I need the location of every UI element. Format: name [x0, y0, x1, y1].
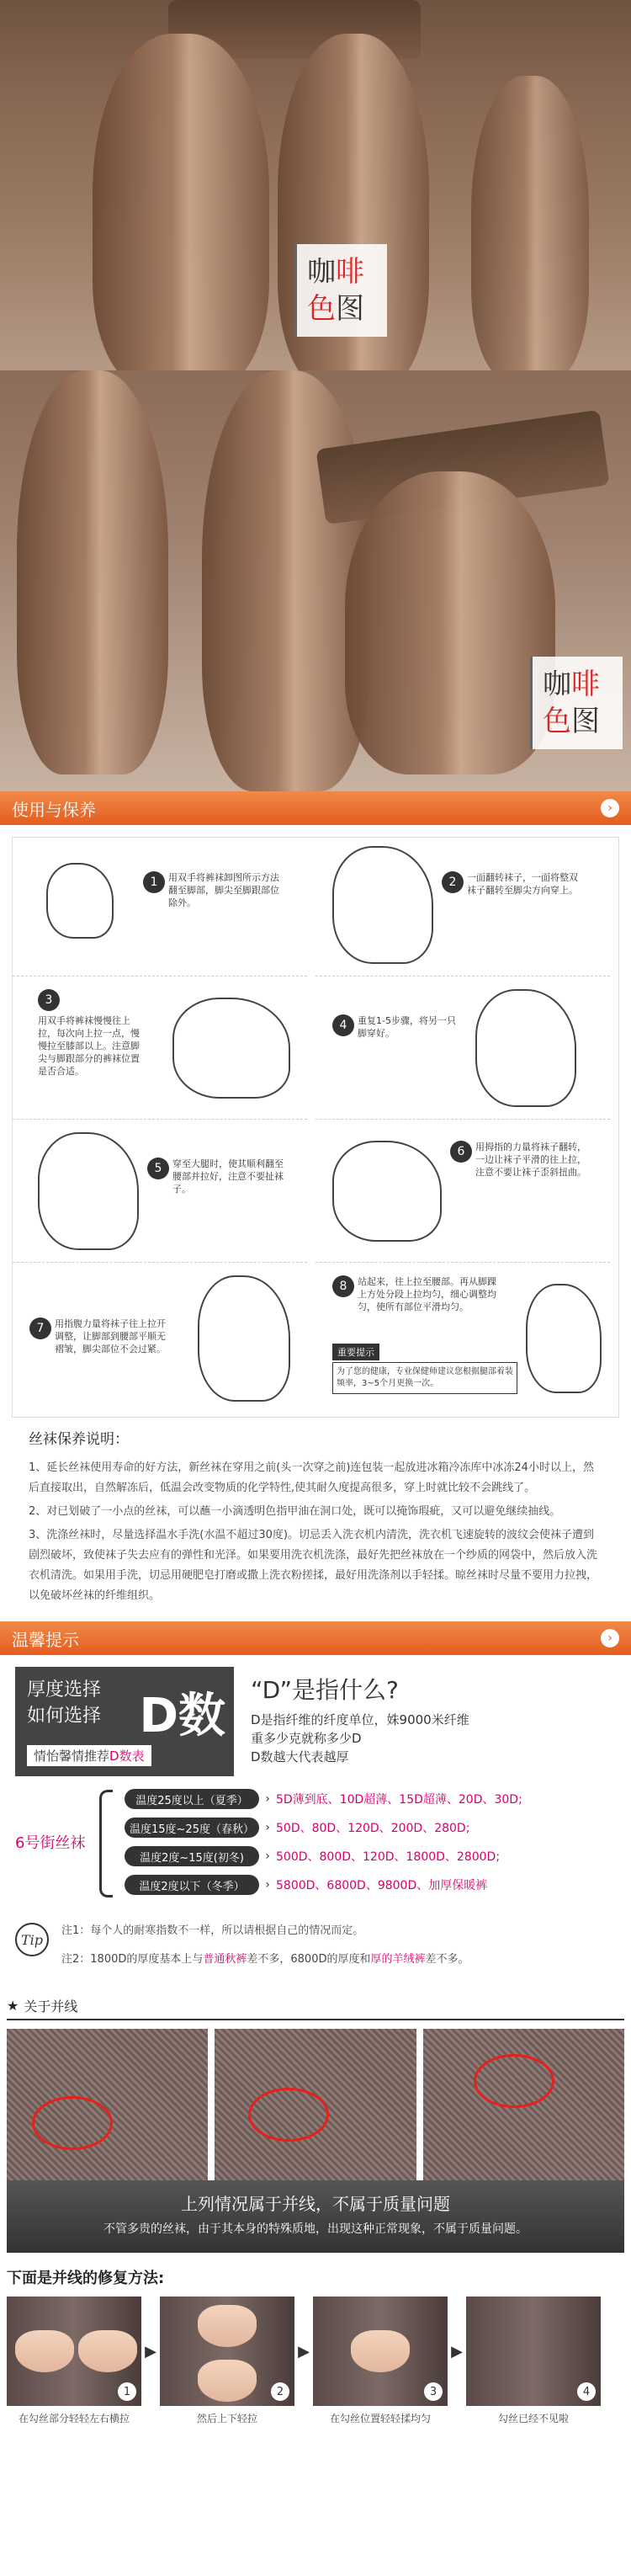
d-number-table	[15, 1785, 616, 1903]
tights-leg	[17, 370, 168, 774]
repair-photo	[7, 2297, 141, 2406]
brand-name: 6号街丝袜	[15, 1834, 86, 1852]
step-number: 2	[271, 2382, 289, 2401]
guide-step	[316, 1267, 610, 1406]
step-text: 用双手将裤袜慢慢往上拉，每次向上拉一点，慢慢拉至膝部以上。注意脚尖与脚跟部分的裤袜位置是否合适。	[38, 1015, 140, 1077]
badge-line: 如何选择	[27, 1706, 102, 1727]
arrow-right-icon: ›	[265, 1792, 270, 1806]
quality-headline: 上列情况属于并线，不属于质量问题	[181, 2194, 450, 2214]
chevron-right-icon: ›	[601, 1629, 619, 1647]
arrow-right-icon: ▶	[298, 2342, 310, 2360]
leg-sketch-icon	[475, 989, 576, 1107]
temperature-pill: 温度2度以下（冬季）	[125, 1875, 259, 1895]
chevron-right-icon: ›	[601, 799, 619, 817]
guide-step	[13, 1124, 307, 1263]
repair-photo	[160, 2297, 294, 2406]
fabric-closeup	[423, 2029, 624, 2180]
care-note: 2、对已划破了一小点的丝袜，可以蘸一小滴透明色指甲油在洞口处，既可以掩饰瑕疵，又可以避免继续抽线。	[29, 1505, 561, 1518]
hand-sketch-icon	[46, 863, 114, 939]
quality-notice	[7, 2180, 624, 2253]
d-values: 50D、80D、120D、200D、280D;	[276, 1822, 470, 1835]
fabric-closeup	[7, 2029, 208, 2180]
step-number: 3	[38, 989, 60, 1011]
d-values: 500D、800D、120D、1800D、2800D;	[276, 1850, 501, 1864]
step-number: 4	[577, 2382, 596, 2401]
repair-step	[313, 2297, 448, 2425]
highlight-circle	[248, 2088, 329, 2142]
guide-step	[316, 981, 610, 1120]
leg-sketch-icon	[526, 1284, 602, 1393]
d-answer: D是指纤维的纤度单位，姝9000米纤维	[251, 1712, 469, 1727]
step-number: 1	[143, 871, 165, 893]
repair-step	[160, 2297, 294, 2425]
highlight-circle	[32, 2096, 113, 2150]
d-number-badge	[15, 1667, 234, 1776]
important-tip	[332, 1343, 517, 1394]
fabric-closeup	[215, 2029, 416, 2180]
table-row	[125, 1788, 522, 1810]
hand-sketch-icon	[172, 998, 290, 1099]
table-row	[125, 1845, 500, 1867]
guide-step	[316, 838, 610, 977]
arrow-right-icon: ›	[265, 1878, 270, 1892]
d-number-definition	[234, 1667, 616, 1776]
d-values: 5800D、6800D、9800D、加厚保暖裤	[276, 1879, 488, 1892]
d-question: “D”是指什么?	[251, 1676, 399, 1704]
leg-sketch-icon	[332, 846, 433, 964]
repair-caption: 勾丝已经不见啦	[497, 2413, 569, 2424]
d-number-explainer	[15, 1667, 616, 1776]
quality-detail: 不管多贵的丝袜，由于其本身的特殊质地，出现这种正常现象，不属于质量问题。	[103, 2222, 528, 2236]
footnotes	[15, 1914, 616, 1982]
table-row	[125, 1817, 469, 1839]
step-number: 3	[424, 2382, 443, 2401]
step-text: 站起来，往上拉至腰部。再从脚踝上方处分段上拉均匀，细心调整均匀，使所有部位平滑均匀。	[358, 1276, 496, 1312]
step-number: 6	[450, 1141, 472, 1163]
product-photo-side	[0, 370, 631, 791]
brace-icon	[99, 1790, 113, 1897]
care-note: 3、洗涤丝袜时，尽量选择温水手洗(水温不超过30度)。切忌丢入洗衣机内清洗，洗衣机飞速旋转的波纹会使袜子遭到剧烈破坏，致使袜子失去应有的弹性和光泽。如果要用洗衣机洗涤，最好先把丝袜放在一个纱质的网袋中，然后放入洗衣机清洗。如果用手洗，切忌用硬肥皂打磨或撒上洗衣粉搓揉，最好用洗涤剂以手轻揉。晾丝袜时尽量不要用力拉拽，以免破坏丝袜的纤维组织。	[29, 1529, 598, 1602]
step-text: 穿至大腿时，使其顺利翻至腰部并拉好，注意不要扯袜子。	[172, 1158, 284, 1195]
step-number: 1	[118, 2382, 136, 2401]
badge-sub: 情怡馨情推荐D数表	[27, 1745, 151, 1766]
repair-title: 下面是并线的修复方法:	[7, 2270, 165, 2287]
repair-caption: 在勾丝位置轻轻揉均匀	[329, 2413, 431, 2424]
arrow-right-icon: ▶	[145, 2342, 156, 2360]
repair-step	[466, 2297, 601, 2425]
arrow-right-icon: ▶	[451, 2342, 463, 2360]
repair-steps	[7, 2297, 624, 2431]
tights-leg	[471, 76, 589, 370]
color-label: 咖啡 色图	[530, 657, 623, 749]
repair-photo	[313, 2297, 448, 2406]
leg-sketch-icon	[38, 1132, 139, 1250]
step-number: 4	[332, 1014, 354, 1036]
about-title: 关于并线	[24, 1998, 78, 2014]
temperature-pill: 温度15度~25度（春秋）	[125, 1818, 259, 1838]
hand-sketch-icon	[332, 1141, 442, 1242]
arrow-right-icon: ›	[265, 1821, 270, 1834]
temperature-pill: 温度25度以上（夏季）	[125, 1789, 259, 1809]
care-notes	[0, 1418, 631, 1606]
wearing-guide	[12, 837, 619, 1418]
footnote: 注1：每个人的耐寒指数不一样，所以请根据自己的情况而定。	[61, 1924, 364, 1937]
about-header	[7, 1992, 624, 2020]
tip-icon: Tip	[15, 1923, 49, 1956]
hand-icon	[198, 2360, 257, 2402]
step-text: 重复1-5步骤，将另一只脚穿好。	[358, 1015, 456, 1039]
usage-section-header	[0, 791, 631, 825]
leg-sketch-icon	[198, 1275, 290, 1402]
care-note: 1、延长丝袜使用寿命的好方法，新丝袜在穿用之前(头一次穿之前)连包装一起放进冰箱冷冻库中冰冻24小时以上，然后直接取出，自然解冻后，低温会改变物质的化学特性,使其耐久度提高很多，穿上时就比较不会跳线了。	[29, 1461, 594, 1494]
step-number: 2	[442, 871, 464, 893]
repair-step	[7, 2297, 141, 2425]
footnote: 注2：1800D的厚度基本上与普通秋裤差不多，6800D的厚度和厚的羊绒裤差不多。	[61, 1953, 469, 1966]
hand-icon	[351, 2330, 410, 2372]
d-answer: 重多少克就称多少D	[251, 1731, 362, 1746]
badge-big-text: D数	[139, 1689, 225, 1743]
guide-step	[13, 1267, 307, 1406]
guide-step	[13, 981, 307, 1120]
color-label: 咖啡 色图	[294, 244, 387, 337]
step-text: 用指腹力量将袜子往上拉开调整，让脚部到腰部平顺无褶皱，脚尖部位不会过紧。	[55, 1318, 166, 1355]
guide-step	[316, 1124, 610, 1263]
step-text: 用拇指的力量将袜子翻转，一边让袜子平滑的往上拉，注意不要让袜子歪斜扭曲。	[475, 1142, 586, 1178]
highlight-circle	[474, 2054, 554, 2108]
arrow-right-icon: ›	[265, 1850, 270, 1863]
table-row	[125, 1874, 487, 1896]
tights-leg	[93, 34, 269, 370]
warm-tips-section-header	[0, 1621, 631, 1655]
fabric-closeups	[7, 2029, 624, 2180]
step-number: 5	[147, 1158, 169, 1179]
step-text: 用双手将裤袜卸图所示方法翻至脚部，脚尖至脚跟部位除外。	[168, 872, 279, 908]
d-values: 5D薄到底、10D超薄、15D超薄、20D、30D;	[276, 1793, 522, 1807]
guide-step	[13, 838, 307, 977]
product-photo-front	[0, 0, 631, 370]
care-notes-title: 丝袜保养说明：	[29, 1431, 129, 1448]
repair-caption: 然后上下轻拉	[196, 2413, 257, 2424]
tights-leg	[345, 471, 555, 774]
step-number: 8	[332, 1275, 354, 1297]
badge-line: 厚度选择	[27, 1679, 102, 1700]
hand-icon	[198, 2305, 257, 2347]
repair-caption: 在勾丝部分轻轻左右横拉	[18, 2413, 130, 2424]
hand-icon	[15, 2330, 74, 2372]
section-title: 温馨提示	[12, 1629, 79, 1650]
star-icon: ★	[7, 1997, 19, 2014]
hand-icon	[78, 2330, 137, 2372]
important-tip-text: 为了您的健康，专业保健师建议您根据腿部着装频率，3~5个月更换一次。	[332, 1362, 517, 1394]
section-title: 使用与保养	[12, 799, 96, 820]
repair-photo	[466, 2297, 601, 2406]
d-answer: D数越大代表越厚	[251, 1749, 349, 1764]
temperature-pill: 温度2度~15度(初冬)	[125, 1846, 259, 1866]
step-number: 7	[29, 1317, 51, 1339]
tights-leg	[202, 370, 370, 791]
step-text: 一面翻转袜子，一面将整双袜子翻转至脚尖方向穿上。	[467, 872, 578, 896]
important-tip-label: 重要提示	[332, 1344, 379, 1360]
